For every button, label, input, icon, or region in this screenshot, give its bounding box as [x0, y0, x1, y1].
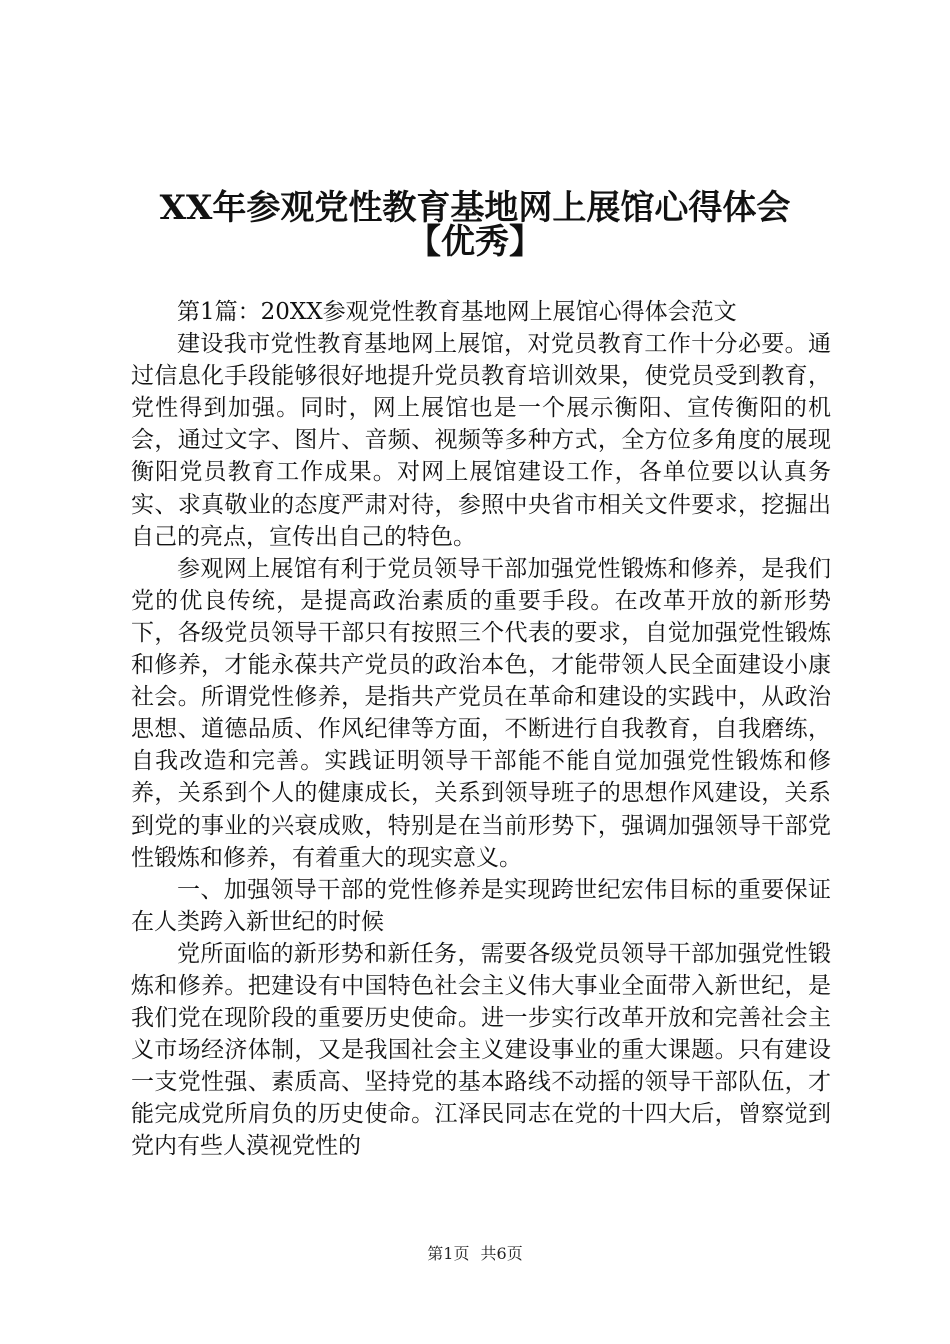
body-paragraph: 参观网上展馆有利于党员领导干部加强党性锻炼和修养，是我们党的优良传统，是提高政治素质的重要手段。在改革开放的新形势下，各级党员领导干部只有按照三个代表的要求，自觉加强党性锻炼和修养，才能永葆共产党员的政治本色，才能带领人民全面建设小康社会。所谓党性修养，是指共产党员在革命和建设的实践中，从政治思想、道德品质、作风纪律等方面，不断进行自我教育，自我磨练，自我改造和完善。实践证明领导干部能不能自觉加强党性锻炼和修养，关系到个人的健康成长，关系到领导班子的思想作风建设，关系到党的事业的兴衰成败，特别是在当前形势下，强调加强领导干部党性锻炼和修养，有着重大的现实意义。 — [131, 555, 831, 871]
page-footer — [0, 1244, 950, 1264]
body-paragraph: 建设我市党性教育基地网上展馆，对党员教育工作十分必要。通过信息化手段能够很好地提升党员教育培训效果，使党员受到教育，党性得到加强。同时，网上展馆也是一个展示衡阳、宣传衡阳的机会，通过文字、图片、音频、视频等多种方式，全方位多角度的展现衡阳党员教育工作成果。对网上展馆建设工作，各单位要以认真务实、求真敬业的态度严肃对待，参照中央省市相关文件要求，挖掘出自己的亮点，宣传出自己的特色。 — [131, 331, 831, 550]
document-body — [131, 296, 831, 1163]
page-total: 共6页 — [480, 1244, 523, 1263]
document-title-line2: 【优秀】 — [407, 222, 543, 262]
section-heading: 第1篇：20XX参观党性教育基地网上展馆心得体会范文 — [177, 299, 737, 325]
subsection-heading: 一、加强领导干部的党性修养是实现跨世纪宏伟目标的重要保证在人类跨入新世纪的时候 — [131, 876, 831, 935]
body-paragraph: 党所面临的新形势和新任务，需要各级党员领导干部加强党性锻炼和修养。把建设有中国特色社会主义伟大事业全面带入新世纪，是我们党在现阶段的重要历史使命。进一步实行改革开放和完善社会主义市场经济体制，又是我国社会主义建设事业的重大课题。只有建设一支党性强、素质高、坚持党的基本路线不动摇的领导干部队伍，才能完成党所肩负的历史使命。江泽民同志在党的十四大后，曾察觉到党内有些人漠视党性的 — [131, 940, 831, 1160]
document-title-line1: XX年参观党性教育基地网上展馆心得体会 — [159, 188, 791, 228]
page-number: 第1页 — [427, 1244, 470, 1263]
